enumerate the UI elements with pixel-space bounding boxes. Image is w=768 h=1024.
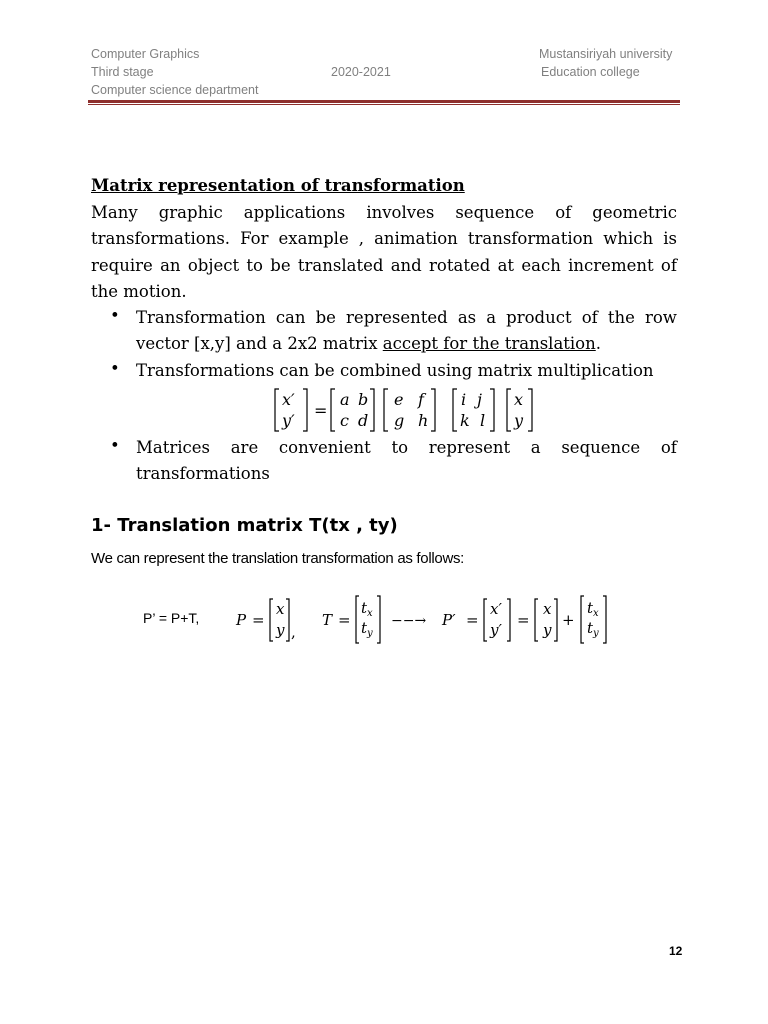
matrix-entry: j	[477, 390, 482, 409]
paragraph-line	[91, 226, 677, 252]
equation-label: P’ = P+T,	[143, 610, 200, 626]
translation-equation	[230, 593, 620, 647]
bullet-text-segment: .	[595, 334, 601, 354]
word: of	[660, 255, 677, 275]
word: product	[506, 308, 572, 327]
word: is	[663, 229, 677, 249]
matrix-entry: b	[358, 390, 369, 409]
matrix-entry: x	[514, 390, 524, 409]
header-rule-thin	[88, 104, 680, 105]
symbol-T: T	[322, 611, 333, 629]
paragraph-line	[91, 200, 677, 226]
matrix-entry: l	[480, 411, 486, 430]
word: Matrices	[136, 438, 211, 457]
header-year: 2020-2021	[331, 65, 391, 79]
symbol-P: P	[236, 611, 247, 629]
header-department: Computer science department	[91, 83, 259, 97]
word: rotated	[429, 255, 491, 275]
matrix-entry: g	[394, 411, 405, 430]
bullet-line: transformations	[136, 464, 270, 484]
vector-entry: t	[361, 599, 368, 617]
underlined-phrase: accept for the translation	[382, 334, 596, 354]
header-university: Mustansiriyah university	[539, 47, 673, 61]
bullet-line: Transformations can be combined using matrix multiplication	[136, 361, 654, 380]
word: row	[644, 308, 677, 327]
word: ,	[358, 229, 365, 249]
vector-entry: t	[587, 599, 594, 617]
matrix-entry: y′	[282, 411, 295, 430]
header-course: Computer Graphics	[91, 47, 200, 61]
word: increment	[568, 255, 654, 275]
word: involves	[366, 203, 435, 222]
word: of	[581, 308, 598, 327]
header-rule-thick	[88, 100, 680, 103]
svg-text:tx	[587, 599, 599, 619]
section-title-matrix-representation: Matrix representation of transformation	[91, 176, 465, 195]
bullet-line	[136, 331, 677, 357]
vector-entry: t	[587, 619, 594, 637]
word: Transformation	[136, 308, 266, 327]
symbol-P-prime: P′	[442, 611, 456, 629]
matrix-entry: x′	[282, 390, 295, 409]
vector-entry: t	[361, 619, 368, 637]
word: of	[555, 203, 572, 222]
subscript: y	[367, 628, 373, 639]
svg-text:tx	[361, 599, 373, 619]
word: each	[521, 255, 561, 275]
header-college: Education college	[541, 65, 640, 79]
word: are	[230, 438, 259, 457]
svg-text:ty	[587, 619, 599, 639]
translation-intro: We can represent the translation transformation as follows:	[91, 550, 465, 567]
paragraph-line: the motion.	[91, 281, 187, 301]
word: geometric	[592, 203, 677, 222]
word: animation	[374, 229, 458, 249]
subscript: x	[367, 608, 373, 619]
svg-text:ty	[361, 619, 373, 639]
word: require	[91, 255, 153, 275]
section-title-translation-matrix: 1- Translation matrix T(tx , ty)	[91, 515, 398, 536]
word: sequence	[561, 438, 641, 457]
equals-sign: =	[314, 401, 328, 420]
word: For	[240, 229, 269, 249]
word: be	[315, 308, 336, 327]
bullet-marker: •	[110, 436, 120, 455]
word: translated	[297, 255, 384, 275]
svg-text:=: =	[338, 611, 351, 629]
vector-entry: x	[543, 600, 552, 618]
matrix-entry: k	[460, 411, 470, 430]
word: of	[660, 438, 677, 457]
word: at	[497, 255, 515, 275]
subscript: x	[593, 608, 599, 619]
word: represented	[346, 308, 448, 327]
page-number: 12	[669, 944, 683, 958]
word: example	[278, 229, 349, 249]
matrix-entry: a	[340, 390, 350, 409]
vector-entry: x′	[490, 600, 502, 618]
matrix-entry: h	[418, 411, 429, 430]
header-stage: Third stage	[91, 65, 154, 79]
subscript: y	[593, 628, 599, 639]
word: and	[390, 255, 422, 275]
matrix-entry: y	[514, 411, 524, 430]
matrix-entry: d	[358, 411, 369, 430]
bullet-marker: •	[110, 359, 120, 378]
matrix-entry: i	[461, 390, 467, 409]
word: Many	[91, 203, 138, 222]
word: transformation	[467, 229, 594, 249]
bullet-line	[136, 435, 677, 461]
word: sequence	[455, 203, 535, 222]
comma: ,	[291, 623, 296, 641]
matrix-product-equation	[270, 385, 540, 435]
paragraph-line	[91, 253, 677, 279]
word: graphic	[158, 203, 223, 222]
plus-sign: +	[562, 611, 575, 629]
intro-paragraph	[91, 200, 677, 305]
word: which	[603, 229, 654, 249]
word: the	[607, 308, 635, 327]
matrix-entry: c	[340, 411, 349, 430]
bullet-item-row-vector	[136, 305, 677, 358]
bullet-text-segment: vector [x,y] and a 2x2 matrix	[136, 334, 383, 354]
vector-entry: y	[276, 621, 285, 639]
bullet-item-combined	[136, 358, 677, 384]
word: as	[457, 308, 477, 327]
word: to	[246, 255, 263, 275]
word: applications	[243, 203, 346, 222]
word: represent	[428, 438, 511, 457]
svg-text:=: =	[517, 611, 530, 629]
word: a	[486, 308, 497, 327]
matrix-entry: f	[418, 390, 424, 409]
bullet-line	[136, 305, 677, 331]
svg-text:=: =	[252, 611, 265, 629]
vector-entry: y′	[490, 621, 502, 639]
word: to	[391, 438, 409, 457]
svg-text:=: =	[466, 611, 479, 629]
word: convenient	[278, 438, 371, 457]
bullet-marker: •	[110, 306, 120, 325]
word: an	[160, 255, 181, 275]
word: object	[187, 255, 240, 275]
arrow: −−→	[391, 613, 427, 629]
vector-entry: x	[276, 600, 285, 618]
word: a	[530, 438, 541, 457]
bullet-item-matrices	[136, 435, 677, 488]
word: can	[275, 308, 306, 327]
vector-entry: y	[543, 621, 552, 639]
matrix-entry: e	[394, 390, 404, 409]
word: transformations.	[91, 229, 231, 249]
word: be	[270, 255, 291, 275]
